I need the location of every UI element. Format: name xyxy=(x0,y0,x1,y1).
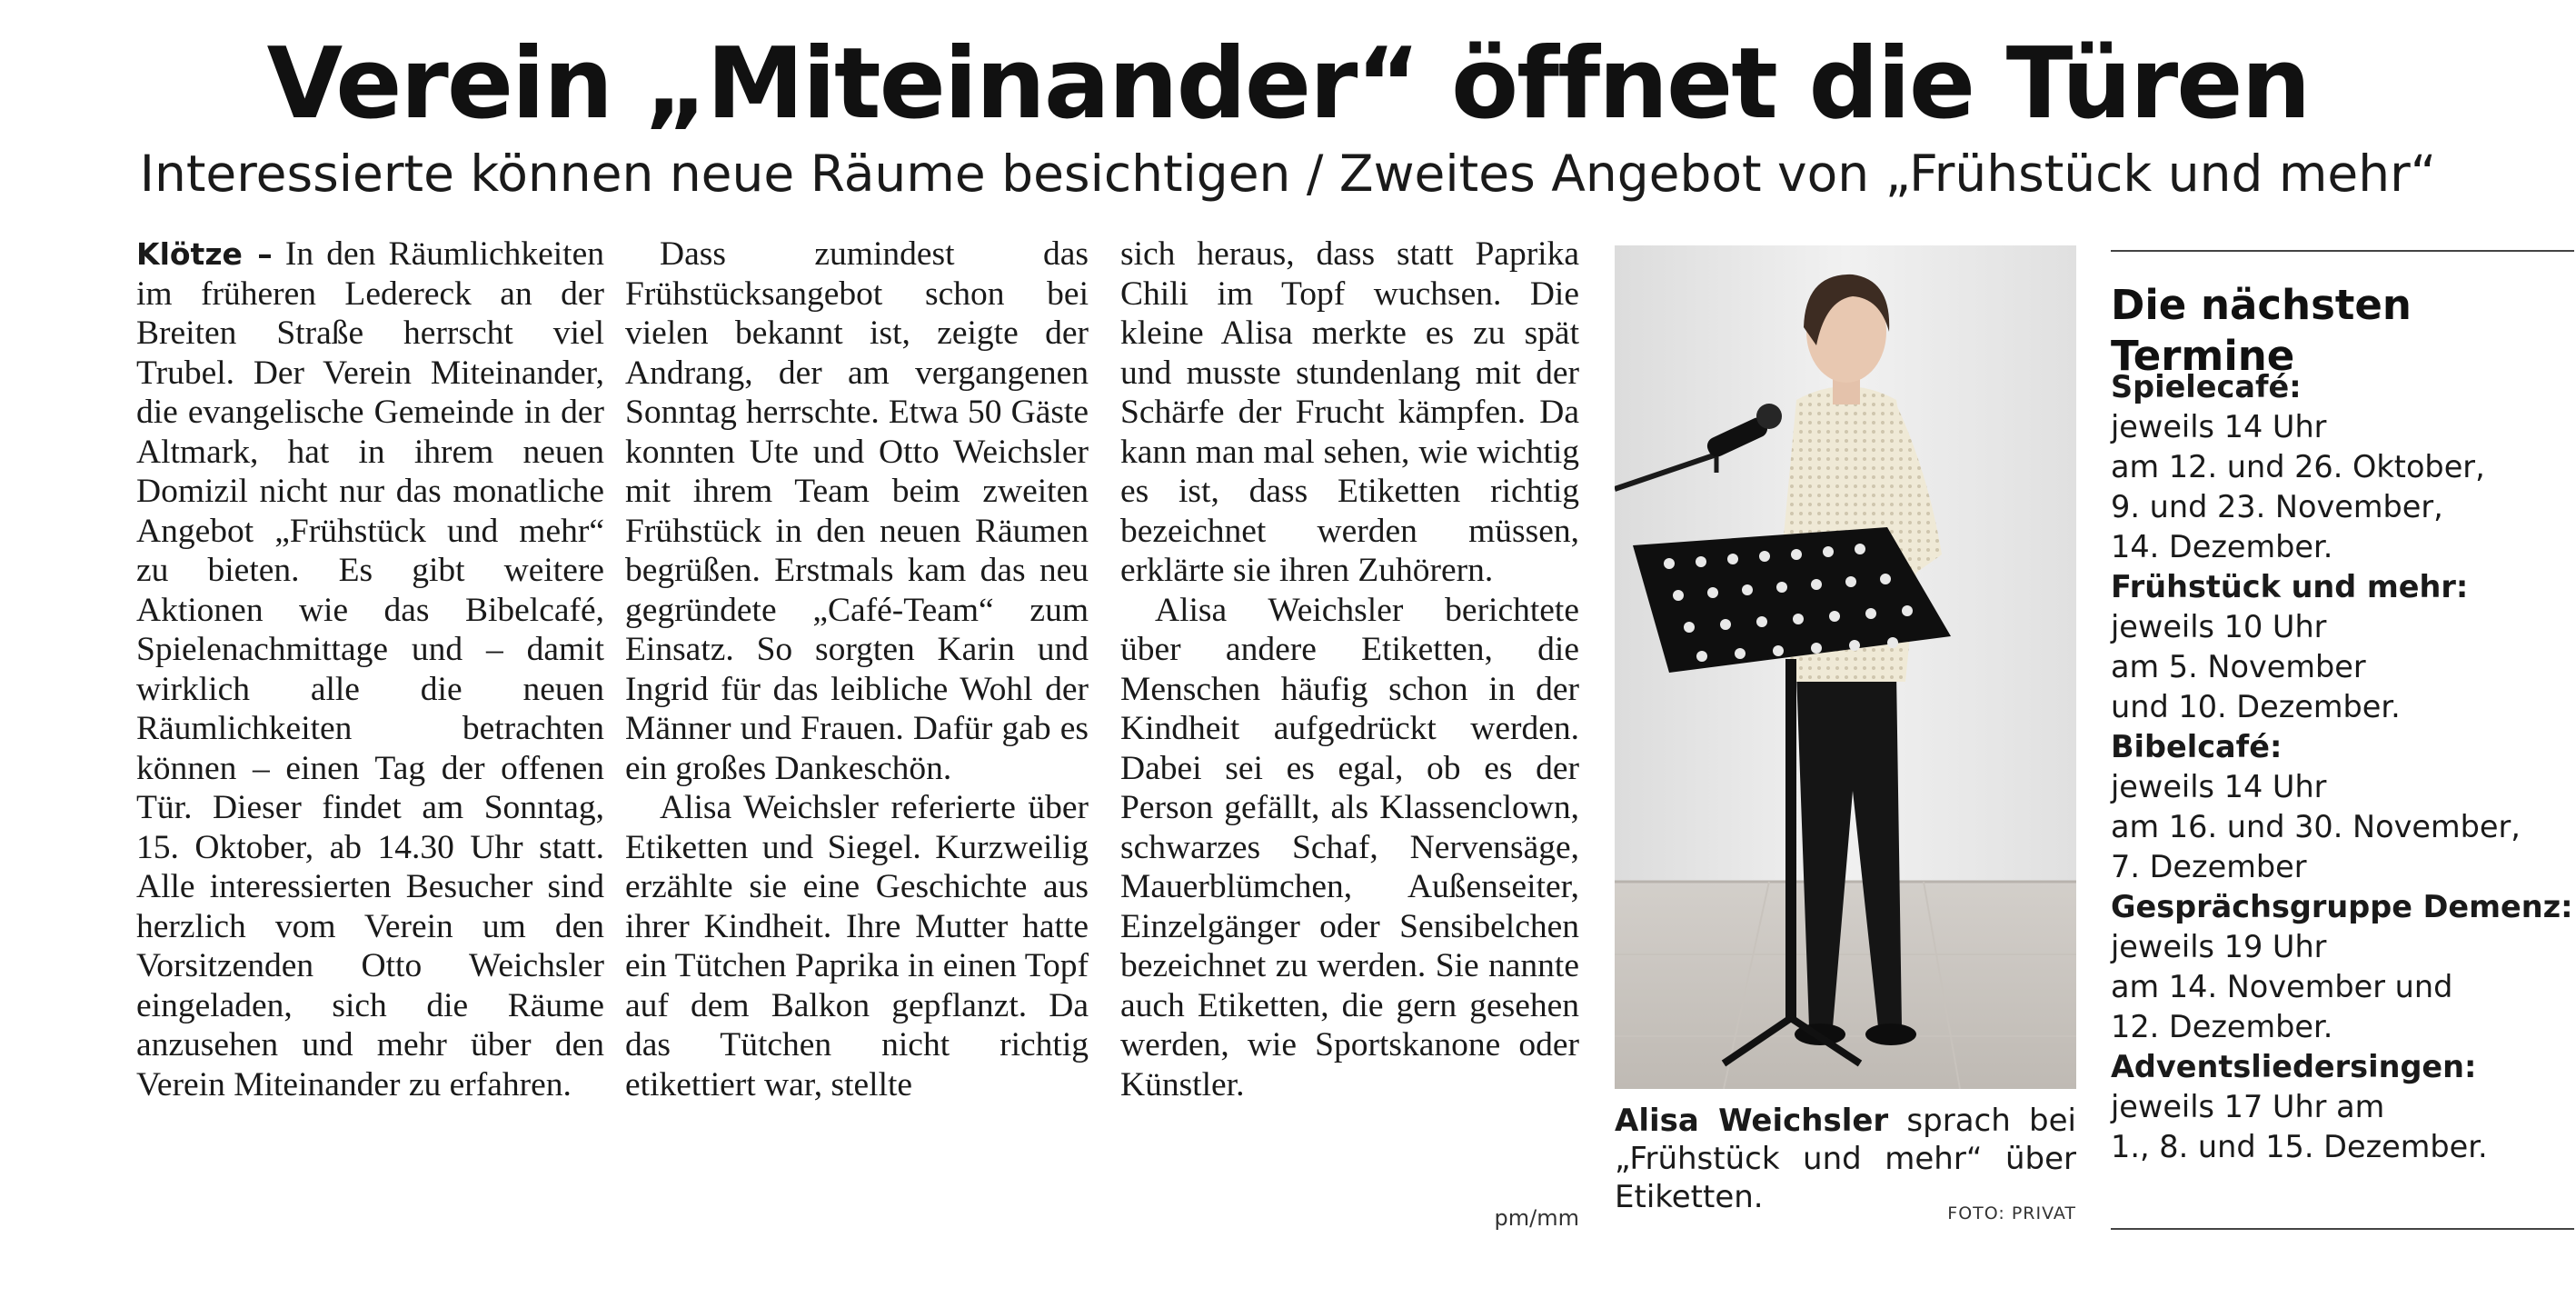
caption-name: Alisa Weichsler xyxy=(1615,1103,1889,1139)
event-item xyxy=(2111,367,2574,567)
article-column-3 xyxy=(1120,235,1579,1104)
event-line: am 12. und 26. Oktober, xyxy=(2111,449,2485,484)
event-name: Spielecafé: xyxy=(2111,369,2302,404)
event-name: Gesprächsgruppe Demenz: xyxy=(2111,889,2573,924)
event-line: am 5. November xyxy=(2111,649,2366,684)
event-item xyxy=(2111,727,2574,887)
event-line: am 16. und 30. November, xyxy=(2111,809,2521,844)
article-paragraph-3-continued: sich heraus, dass statt Paprika Chili im Topf wuchsen. Die kleine Alisa merkte es zu spät und musste stundenlang mit der Schärfe der Frucht kämpfen. Da kann man mal sehen, wie wichtig es ist, dass Etiketten richtig bezeichnet werden müssen, erklärte sie ihren Zuhörern. xyxy=(1120,235,1579,589)
event-line: 14. Dezember. xyxy=(2111,529,2333,564)
article-column-1 xyxy=(136,235,604,1104)
event-line: jeweils 19 Uhr xyxy=(2111,929,2327,964)
event-item xyxy=(2111,887,2574,1047)
event-line: 12. Dezember. xyxy=(2111,1009,2333,1044)
event-line: jeweils 17 Uhr am xyxy=(2111,1089,2385,1124)
article-paragraph-4: Alisa Weichsler berichtete über andere Etiketten, die Menschen häufig schon in der Kindheit aufgedrückt werden. Dabei sei es egal, ob es der Person gefällt, als Klassenclown, schwarzes Schaf, Nervensäge, Mauerblümchen, Außenseiter, Einzelgänger oder Sensibelchen bezeichnet zu werden. Sie nannte auch Etiketten, die gern gesehen werden, wie Sportskanone oder Künstler. xyxy=(1120,591,1579,1103)
photo-caption xyxy=(1615,1102,2076,1216)
paragraph-text: In den Räumlichkeiten im früheren Ledereck an der Breiten Straße herrscht viel Trubel. Der Verein Miteinander, die evangelische Gemeinde in der Altmark, hat in ihrem neuen Domizil nicht nur das monatliche Angebot „Frühstück und mehr“ zu bieten. Es gibt weitere Aktionen wie das Bibelcafé, Spielenachmittage und – damit wirklich alle die neuen Räumlichkeiten betrachten können – einen Tag der offenen Tür. Dieser findet am Sonntag, 15. Oktober, ab 14.30 Uhr statt. Alle interessierten Besucher sind herzlich vom Verein um den Vorsitzenden Otto Weichsler eingeladen, sich die Räume anzusehen und mehr über den Verein Miteinander zu erfahren. xyxy=(136,235,604,1103)
article-paragraph-1 xyxy=(136,235,604,1104)
event-line: jeweils 14 Uhr xyxy=(2111,409,2327,444)
event-line: 1., 8. und 15. Dezember. xyxy=(2111,1129,2488,1164)
event-line: am 14. November und xyxy=(2111,969,2453,1004)
speaker-photo xyxy=(1615,245,2076,1089)
events-list xyxy=(2111,367,2574,1167)
event-item xyxy=(2111,567,2574,727)
sidebar-title: Die nächsten Termine xyxy=(2111,281,2412,380)
dateline: Klötze – xyxy=(136,236,273,272)
caption-text: sprach bei „Frühstück und mehr“ über Etiketten. xyxy=(1615,1103,2076,1215)
event-name: Frühstück und mehr: xyxy=(2111,569,2469,604)
sidebar-bottom-rule xyxy=(2111,1228,2574,1230)
author-initials: pm/mm xyxy=(1494,1205,1579,1231)
article-paragraph-2: Dass zumindest das Frühstücksangebot schon bei vielen bekannt ist, zeigte der Andrang, der am vergangenen Sonntag herrschte. Etwa 50 Gäste konnten Ute und Otto Weichsler mit ihrem Team beim zweiten Frühstück in den neuen Räumen begrüßen. Erstmals kam das neu gegründete „Café-Team“ zum Einsatz. So sorgten Karin und Ingrid für das leibliche Wohl der Männer und Frauen. Dafür gab es ein großes Dankeschön. xyxy=(625,235,1089,787)
event-line: und 10. Dezember. xyxy=(2111,689,2401,724)
photo-credit: FOTO: PRIVAT xyxy=(1947,1203,2076,1223)
event-name: Bibelcafé: xyxy=(2111,729,2283,764)
sidebar-top-rule xyxy=(2111,250,2574,252)
event-name: Adventsliedersingen: xyxy=(2111,1049,2477,1084)
speaker-illustration xyxy=(1615,245,2076,1089)
article-paragraph-3: Alisa Weichsler referierte über Etiketten und Siegel. Kurzweilig erzählte sie eine Geschichte aus ihrer Kindheit. Ihre Mutter hatte ein Tütchen Paprika in einen Topf auf dem Balkon gepflanzt. Da das Tütchen nicht richtig etikettiert war, stellte xyxy=(625,789,1089,1103)
event-item xyxy=(2111,1047,2574,1167)
subheadline: Interessierte können neue Räume besichtigen / Zweites Angebot von „Frühstück und mehr“ xyxy=(139,145,2437,203)
article-column-2 xyxy=(625,235,1089,1104)
event-line: 7. Dezember xyxy=(2111,849,2307,884)
event-line: jeweils 14 Uhr xyxy=(2111,769,2327,804)
headline: Verein „Miteinander“ öffnet die Türen xyxy=(266,27,2310,141)
event-line: 9. und 23. November, xyxy=(2111,489,2443,524)
event-line: jeweils 10 Uhr xyxy=(2111,609,2327,644)
